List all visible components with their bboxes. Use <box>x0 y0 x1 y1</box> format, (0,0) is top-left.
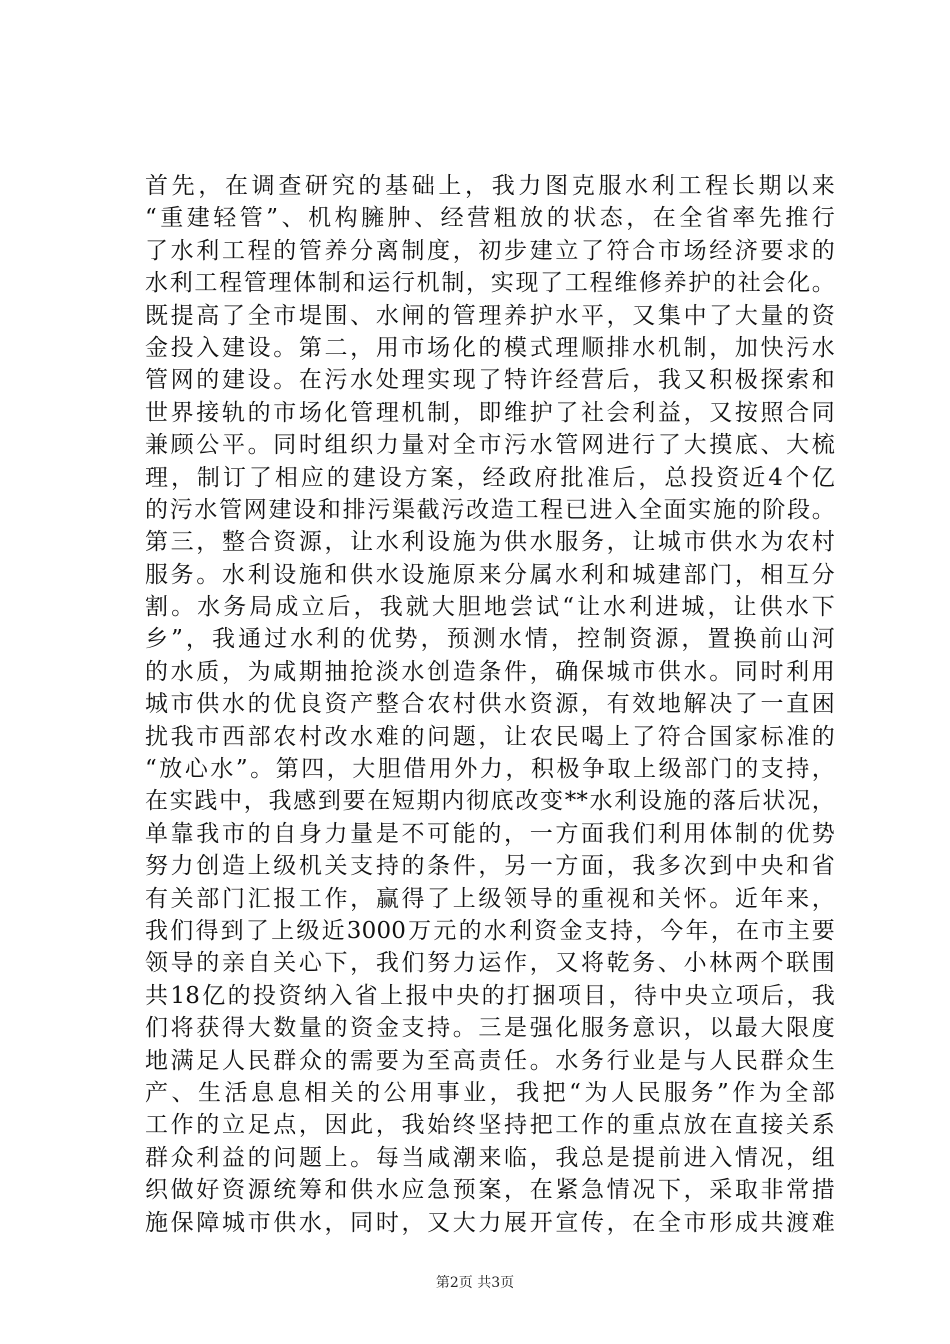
text-line: “放心水”。第四，大胆借用外力，积极争取上级部门的支持， <box>145 756 835 783</box>
text-line: 水利工程管理体制和运行机制，实现了工程维修养护的社会化。 <box>145 270 835 297</box>
text-line: 的水质，为咸期抽抢淡水创造条件，确保城市供水。同时利用 <box>145 658 835 685</box>
text-line: 第三，整合资源，让水利设施为供水服务，让城市供水为农村 <box>145 529 835 556</box>
text-line: 首先，在调查研究的基础上，我力图克服水利工程长期以来 <box>145 173 835 199</box>
text-line: 地满足人民群众的需要为至高责任。水务行业是与人民群众生 <box>145 1047 835 1074</box>
text-line: 了水利工程的管养分离制度，初步建立了符合市场经济要求的 <box>145 237 835 264</box>
text-line: 我们得到了上级近3000万元的水利资金支持，今年，在市主要 <box>145 917 835 944</box>
text-line: 理，制订了相应的建设方案，经政府批准后，总投资近4个亿 <box>145 464 835 491</box>
text-line: 产、生活息息相关的公用事业，我把“为人民服务”作为全部 <box>145 1079 835 1106</box>
text-line: 在实践中，我感到要在短期内彻底改变**水利设施的落后状况， <box>145 788 835 815</box>
text-line: 扰我市西部农村改水难的问题，让农民喝上了符合国家标准的 <box>145 723 835 750</box>
text-line: 织做好资源统筹和供水应急预案，在紧急情况下，采取非常措 <box>145 1177 835 1204</box>
text-line: 施保障城市供水，同时，又大力展开宣传，在全市形成共渡难 <box>145 1209 835 1236</box>
text-line: 既提高了全市堤围、水闸的管理养护水平，又集中了大量的资 <box>145 302 835 329</box>
text-line: 城市供水的优良资产整合农村供水资源，有效地解决了一直困 <box>145 691 835 718</box>
text-line: 有关部门汇报工作，赢得了上级领导的重视和关怀。近年来， <box>145 885 835 912</box>
text-line: 工作的立足点，因此，我始终坚持把工作的重点放在直接关系 <box>145 1112 835 1139</box>
text-line: 们将获得大数量的资金支持。三是强化服务意识，以最大限度 <box>145 1015 835 1042</box>
text-line: 领导的亲自关心下，我们努力运作，又将乾务、小林两个联围 <box>145 950 835 977</box>
body-text <box>145 170 835 1239</box>
text-line: 群众利益的问题上。每当咸潮来临，我总是提前进入情况，组 <box>145 1144 835 1171</box>
text-line: 服务。水利设施和供水设施原来分属水利和城建部门，相互分 <box>145 561 835 588</box>
page-footer: 第2页 共3页 <box>435 1275 515 1291</box>
text-line: 乡”，我通过水利的优势，预测水情，控制资源，置换前山河 <box>145 626 835 653</box>
text-line: 管网的建设。在污水处理实现了特许经营后，我又积极探索和 <box>145 367 835 394</box>
text-line: 割。水务局成立后，我就大胆地尝试“让水利进城，让供水下 <box>145 594 835 621</box>
text-line: 共18亿的投资纳入省上报中央的打捆项目，待中央立项后，我 <box>145 982 835 1009</box>
text-line: 兼顾公平。同时组织力量对全市污水管网进行了大摸底、大梳 <box>145 432 835 459</box>
text-line: 世界接轨的市场化管理机制，即维护了社会利益，又按照合同 <box>145 399 835 426</box>
text-line: “重建轻管”、机构臃肿、经营粗放的状态，在全省率先推行 <box>145 205 835 232</box>
text-line: 金投入建设。第二，用市场化的模式理顺排水机制，加快污水 <box>145 334 835 361</box>
text-line: 的污水管网建设和排污渠截污改造工程已进入全面实施的阶段。 <box>145 496 835 523</box>
text-line: 单靠我市的自身力量是不可能的，一方面我们利用体制的优势 <box>145 820 835 847</box>
text-line: 努力创造上级机关支持的条件，另一方面，我多次到中央和省 <box>145 853 835 880</box>
